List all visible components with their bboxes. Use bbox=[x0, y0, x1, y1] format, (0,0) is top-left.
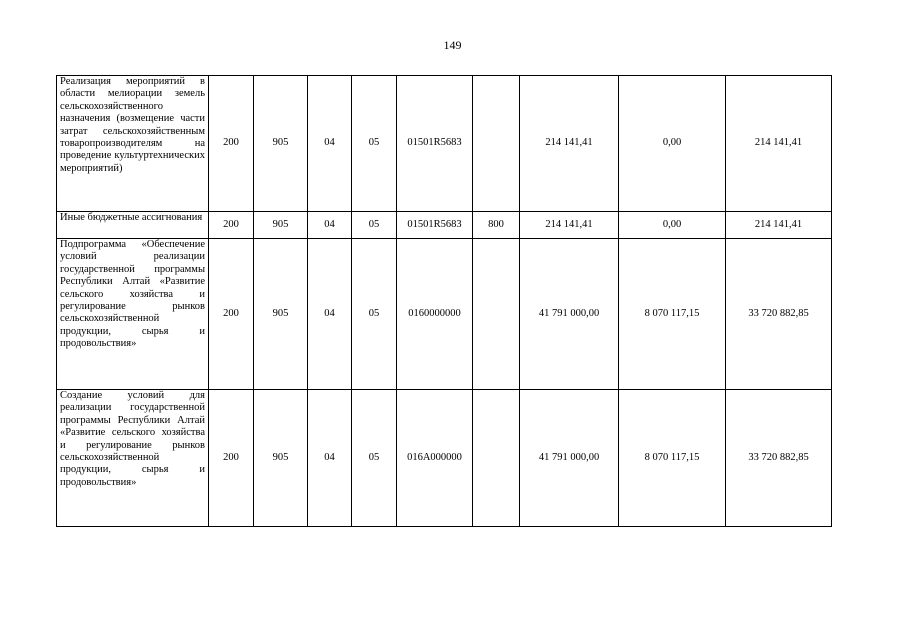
table-row bbox=[57, 212, 832, 239]
cell-ministry-code: 905 bbox=[254, 212, 308, 239]
cell-amount-1: 214 141,41 bbox=[520, 212, 619, 239]
cell-amount-2: 0,00 bbox=[619, 212, 726, 239]
cell-amount-2: 0,00 bbox=[619, 76, 726, 212]
cell-amount-3: 33 720 882,85 bbox=[726, 390, 832, 527]
cell-section: 04 bbox=[308, 239, 352, 390]
cell-amount-3: 33 720 882,85 bbox=[726, 239, 832, 390]
row-name: Подпрограмма «Обеспечение условий реализации государственной программы Республики Алтай «Развитие сельского хозяйства и регулирование рынков сельскохозяйственной продукции, сырья и продовольствия» bbox=[57, 239, 209, 390]
table-row bbox=[57, 76, 832, 212]
cell-subsection: 05 bbox=[352, 390, 397, 527]
cell-section: 04 bbox=[308, 212, 352, 239]
cell-ministry-code: 905 bbox=[254, 239, 308, 390]
row-name: Иные бюджетные ассигнования bbox=[57, 212, 209, 239]
cell-amount-3: 214 141,41 bbox=[726, 76, 832, 212]
cell-amount-1: 41 791 000,00 bbox=[520, 239, 619, 390]
cell-expense-type bbox=[473, 239, 520, 390]
cell-subsection: 05 bbox=[352, 76, 397, 212]
table-row bbox=[57, 239, 832, 390]
cell-admin-code: 200 bbox=[209, 76, 254, 212]
cell-expense-type bbox=[473, 390, 520, 527]
cell-target-article: 0160000000 bbox=[397, 239, 473, 390]
cell-expense-type: 800 bbox=[473, 212, 520, 239]
cell-target-article: 01501R5683 bbox=[397, 76, 473, 212]
budget-table bbox=[56, 75, 832, 527]
row-name: Реализация мероприятий в области мелиорации земель сельскохозяйственного назначения (возмещение части затрат сельскохозяйственным товаропроизводителям на проведение культуртехнических мероприятий) bbox=[57, 76, 209, 212]
cell-ministry-code: 905 bbox=[254, 76, 308, 212]
cell-amount-1: 214 141,41 bbox=[520, 76, 619, 212]
cell-subsection: 05 bbox=[352, 212, 397, 239]
page-number: 149 bbox=[443, 38, 462, 52]
cell-admin-code: 200 bbox=[209, 212, 254, 239]
cell-ministry-code: 905 bbox=[254, 390, 308, 527]
cell-section: 04 bbox=[308, 76, 352, 212]
cell-subsection: 05 bbox=[352, 239, 397, 390]
row-name: Создание условий для реализации государственной программы Республики Алтай «Развитие сельского хозяйства и регулирование рынков сельскохозяйственной продукции, сырья и продовольствия» bbox=[57, 390, 209, 527]
cell-admin-code: 200 bbox=[209, 239, 254, 390]
cell-amount-2: 8 070 117,15 bbox=[619, 239, 726, 390]
cell-amount-3: 214 141,41 bbox=[726, 212, 832, 239]
cell-amount-2: 8 070 117,15 bbox=[619, 390, 726, 527]
cell-target-article: 01501R5683 bbox=[397, 212, 473, 239]
cell-amount-1: 41 791 000,00 bbox=[520, 390, 619, 527]
cell-target-article: 016A000000 bbox=[397, 390, 473, 527]
table-row bbox=[57, 390, 832, 527]
cell-expense-type bbox=[473, 76, 520, 212]
cell-section: 04 bbox=[308, 390, 352, 527]
cell-admin-code: 200 bbox=[209, 390, 254, 527]
